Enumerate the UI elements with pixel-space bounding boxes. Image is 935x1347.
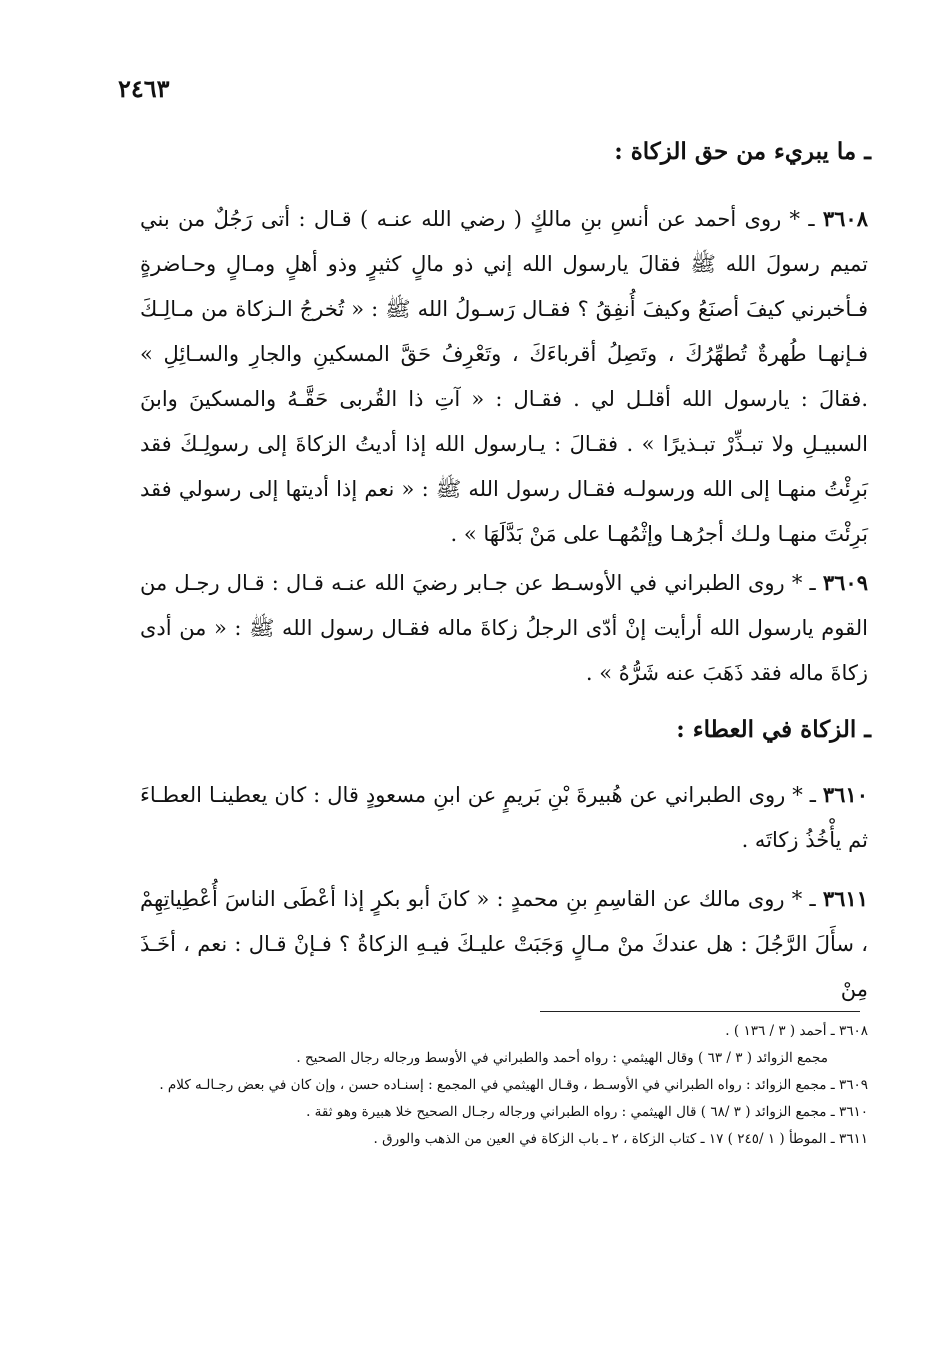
hadith-3608 (140, 196, 868, 557)
hadith-text: ـ * روى الطبراني عن هُبيرةَ بْنِ بَريمٍ عن ابنِ مسعودٍ قال : كان يعطينـا العطـاءَ ثم يأْخُذُ زكاتَه . (140, 783, 868, 852)
hadith-number: ٣٦١١ (822, 886, 868, 911)
hadith-3609-paragraph (140, 560, 868, 696)
hadith-text: ـ * روى مالك عن القاسِمِ بنِ محمدٍ : « كانَ أبو بكرٍ إذا أعْطَى الناسَ أُعْطِياتِهِمْ ، سأَلَ الرَّجُلَ : هل عندكَ منْ مـالٍ وَجَبَتْ عليـكَ فيـهِ الزكاةُ ؟ فـإنْ قـال : نعم ، أخَـذَ مِنْ (140, 887, 868, 1001)
hadith-3610-paragraph (140, 772, 868, 863)
hadith-text: ـ * روى أحمد عن أنسِ بنِ مالكٍ ( رضي الله عنـه ) قـال : أتى رَجُلٌ من بني تميم رسولَ الله ﷺ فقالَ يارسول الله إني ذو مالٍ كثيرٍ وذو أهلٍ ومـالٍ وحـاضرةٍ فـأخبرني كيفَ أصنَعُ وكيفَ أُنفِقُ ؟ فقـال رَسـولُ الله ﷺ : « تُخرجُ الـزكاة من مـالِـكَ فـإنهـا طُهرةٌ تُطهِّرُكَ ، وتَصِلُ أقرباءَكَ ، وتَعْرِفُ حَقَّ المسكينِ والجارِ والسـائِلِ » .فقالَ : يارسول الله أقلـل لي . فقـال : « آتِ ذا القُربى حَقَّـهُ والمسكينَ وابنَ السبيـلِ ولا تبـذِّرْ تبـذيرًا » . فقـالَ : يـارسول الله إذا أديتُ الزكاةَ إلى رسولِـكَ فقد بَرِئْتُ منهـا إلى الله ورسولـه فقـال رسول الله ﷺ : « نعم إذا أديتها إلى رسولي فقد بَرِئْتَ منهـا ولـك أجرُهـا وإثْمُهـا على مَنْ بَدَّلَهَا » . (140, 207, 868, 546)
hadith-3608-paragraph (140, 196, 868, 557)
hadith-3611 (140, 876, 868, 1012)
footnote-3608: ٣٦٠٨ ـ أحمد ( ٣ / ١٣٦ ) . (725, 1023, 868, 1039)
footnote-3608-source: مجمع الزوائد ( ٣ / ٦٣ ) وقال الهيثمي : رواه أحمد والطبراني في الأوسط ورجاله رجال الصحيح . (296, 1050, 828, 1066)
hadith-3610 (140, 772, 868, 863)
hadith-3609 (140, 560, 868, 696)
footnotes (140, 1018, 868, 1153)
page-number: ٢٤٦٣ (118, 74, 170, 103)
footnote-divider (540, 1011, 860, 1012)
hadith-number: ٣٦٠٩ (822, 570, 868, 595)
footnote-3609: ٣٦٠٩ ـ مجمع الزوائد : رواه الطبراني في الأوسـط ، وقـال الهيثمي في المجمع : إسنـاده حسن ، وإن كان في بعض رجـالـه كلام . (159, 1077, 868, 1093)
footnote-3611: ٣٦١١ ـ الموطأ ( ١ /٢٤٥ ) ١٧ ـ كتاب الزكاة ، ٢ ـ باب الزكاة في العين من الذهب والورق . (373, 1131, 868, 1147)
hadith-3611-paragraph (140, 876, 868, 1012)
footnote-3610: ٣٦١٠ ـ مجمع الزوائد ( ٣ /٦٨ ) قال الهيثمي : رواه الطبراني ورجاله رجـال الصحيح خلا هبيرة وهو ثقة . (306, 1104, 868, 1120)
hadith-number: ٣٦٠٨ (822, 206, 868, 231)
section-heading-zakat-discharge: ـ ما يبريء من حق الزكاة : (614, 138, 871, 165)
section-heading-zakat-stipend: ـ الزكاة في العطاء : (676, 716, 871, 743)
hadith-number: ٣٦١٠ (822, 782, 868, 807)
hadith-text: ـ * روى الطبراني في الأوسـط عن جـابر رضيَ الله عنـه قـال : قـال رجـل من القوم يارسول الله أرأيت إنْ أدّى الرجلُ زكاةَ ماله فقـال رسول الله ﷺ : « من أدى زكاةَ ماله فقد ذَهَبَ عنه شَرُّهُ » . (140, 571, 868, 685)
